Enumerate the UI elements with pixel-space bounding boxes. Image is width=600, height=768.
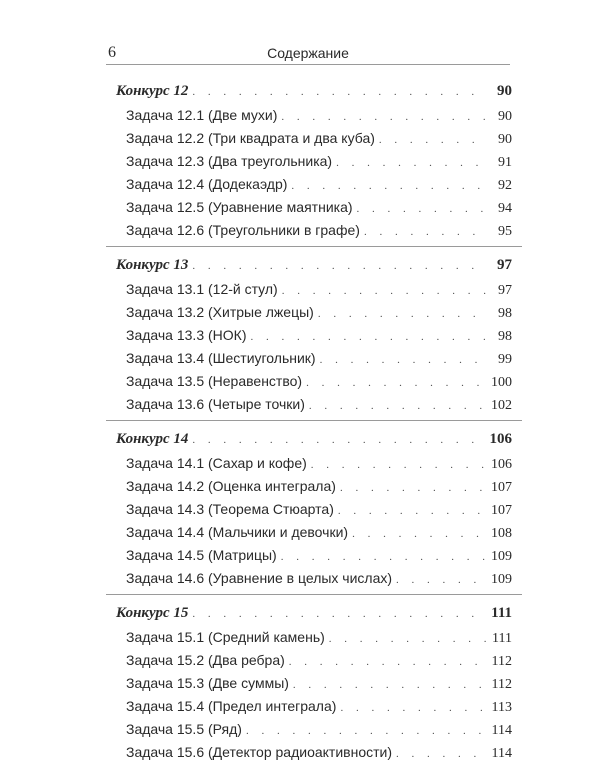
toc-contest-entry-page-number: 111 — [491, 605, 512, 621]
toc-task-entry-title: Задача 12.1 (Две мухи) — [126, 107, 278, 123]
toc-contest-entry-page-number: 97 — [497, 257, 512, 273]
toc-task-entry-title: Задача 14.2 (Оценка интеграла) — [126, 478, 336, 494]
dot-leader — [309, 395, 486, 418]
dot-leader — [250, 326, 486, 349]
toc-task-entry-page-number: 112 — [491, 677, 512, 692]
section-divider — [106, 246, 522, 247]
toc-task-entry-page-number: 97 — [498, 283, 512, 298]
toc-section — [0, 78, 600, 242]
page-number: 6 — [108, 44, 116, 61]
toc-task-entry-page-number: 111 — [492, 631, 512, 646]
toc-contest-entry-title: Конкурс 14 — [116, 431, 189, 447]
toc-contest-entry-page-number: 106 — [489, 431, 512, 447]
toc-task-entry-page-number: 114 — [491, 746, 512, 761]
toc-task-entry-title: Задача 13.3 (НОК) — [126, 327, 247, 343]
dot-leader — [311, 454, 486, 477]
toc-task-entry[interactable] — [126, 475, 512, 498]
dot-leader — [281, 546, 486, 569]
toc-task-entry[interactable] — [126, 498, 512, 521]
toc-task-entry-page-number: 113 — [491, 700, 512, 715]
toc-task-entry-page-number: 107 — [491, 503, 512, 518]
section-divider — [106, 594, 522, 595]
toc-task-entry-title: Задача 12.2 (Три квадрата и два куба) — [126, 130, 375, 146]
toc-contest-entry-title: Конкурс 15 — [116, 605, 189, 621]
toc-task-entry-page-number: 91 — [498, 155, 512, 170]
toc-task-entry[interactable] — [126, 173, 512, 196]
toc-task-entry-title: Задача 15.5 (Ряд) — [126, 721, 242, 737]
toc-section — [0, 426, 600, 590]
toc-task-entry-title: Задача 13.6 (Четыре точки) — [126, 396, 305, 412]
toc-contest-entry[interactable] — [116, 426, 512, 452]
toc-task-entry-title: Задача 12.5 (Уравнение маятника) — [126, 199, 353, 215]
dot-leader — [320, 349, 486, 372]
dot-leader — [291, 175, 486, 198]
toc-task-entry[interactable] — [126, 104, 512, 127]
toc-task-entry[interactable] — [126, 150, 512, 173]
toc-task-entry-page-number: 90 — [498, 132, 512, 147]
toc-task-entry-page-number: 90 — [498, 109, 512, 124]
toc-task-entry[interactable] — [126, 626, 512, 649]
toc-task-entry[interactable] — [126, 741, 512, 764]
toc-task-entry[interactable] — [126, 347, 512, 370]
toc-task-entry[interactable] — [126, 370, 512, 393]
toc-task-entry-title: Задача 13.4 (Шестиугольник) — [126, 350, 316, 366]
toc-section — [0, 600, 600, 764]
toc-section — [0, 252, 600, 416]
toc-task-entry[interactable] — [126, 393, 512, 416]
toc-contest-entry-title: Конкурс 12 — [116, 83, 189, 99]
dot-leader — [340, 477, 486, 500]
toc-task-entry[interactable] — [126, 324, 512, 347]
toc-task-entry-page-number: 94 — [498, 201, 512, 216]
toc-task-entry[interactable] — [126, 567, 512, 590]
toc-contest-entry[interactable] — [116, 78, 512, 104]
toc-task-entry[interactable] — [126, 301, 512, 324]
toc-task-entry-page-number: 95 — [498, 224, 512, 239]
dot-leader — [396, 743, 486, 766]
toc-task-entry[interactable] — [126, 521, 512, 544]
dot-leader — [336, 152, 486, 175]
toc-task-entry[interactable] — [126, 127, 512, 150]
toc-task-entry[interactable] — [126, 219, 512, 242]
toc-task-entry-title: Задача 15.1 (Средний камень) — [126, 629, 325, 645]
dot-leader — [338, 500, 486, 523]
toc-contest-entry-page-number: 90 — [497, 83, 512, 99]
toc-task-entry-title: Задача 14.5 (Матрицы) — [126, 547, 277, 563]
toc-contest-entry[interactable] — [116, 252, 512, 278]
table-of-contents — [0, 78, 600, 768]
toc-task-entry-page-number: 108 — [491, 526, 512, 541]
dot-leader — [364, 221, 486, 244]
dot-leader — [396, 569, 486, 592]
dot-leader — [340, 697, 486, 720]
toc-task-entry[interactable] — [126, 452, 512, 475]
toc-task-entry-title: Задача 13.2 (Хитрые лжецы) — [126, 304, 314, 320]
toc-task-entry-page-number: 112 — [491, 654, 512, 669]
dot-leader — [289, 651, 486, 674]
toc-task-entry-title: Задача 14.6 (Уравнение в целых числах) — [126, 570, 393, 586]
toc-task-entry-title: Задача 13.1 (12-й стул) — [126, 281, 278, 297]
dot-leader — [192, 601, 486, 627]
toc-task-entry-page-number: 114 — [491, 723, 512, 738]
toc-task-entry-page-number: 98 — [498, 306, 512, 321]
toc-task-entry[interactable] — [126, 278, 512, 301]
toc-task-entry-page-number: 92 — [498, 178, 512, 193]
toc-task-entry-title: Задача 12.6 (Треугольники в графе) — [126, 222, 360, 238]
page-header — [106, 42, 510, 65]
toc-task-entry-page-number: 109 — [491, 549, 512, 564]
dot-leader — [192, 79, 486, 105]
toc-task-entry-page-number: 109 — [491, 572, 512, 587]
toc-task-entry[interactable] — [126, 196, 512, 219]
toc-task-entry-title: Задача 15.4 (Предел интеграла) — [126, 698, 337, 714]
toc-task-entry[interactable] — [126, 718, 512, 741]
toc-task-entry-title: Задача 13.5 (Неравенство) — [126, 373, 303, 389]
toc-task-entry-page-number: 107 — [491, 480, 512, 495]
toc-task-entry-title: Задача 14.1 (Сахар и кофе) — [126, 455, 307, 471]
dot-leader — [379, 129, 486, 152]
toc-task-entry[interactable] — [126, 695, 512, 718]
toc-task-entry[interactable] — [126, 544, 512, 567]
dot-leader — [306, 372, 486, 395]
toc-contest-entry[interactable] — [116, 600, 512, 626]
section-divider — [106, 420, 522, 421]
dot-leader — [352, 523, 486, 546]
toc-task-entry-title: Задача 12.3 (Два треугольника) — [126, 153, 333, 169]
toc-task-entry-title: Задача 12.4 (Додекаэдр) — [126, 176, 288, 192]
dot-leader — [329, 628, 486, 651]
toc-contest-entry-title: Конкурс 13 — [116, 257, 189, 273]
toc-task-entry-title: Задача 15.3 (Две суммы) — [126, 675, 289, 691]
dot-leader — [281, 106, 486, 129]
dot-leader — [293, 674, 486, 697]
dot-leader — [246, 720, 486, 743]
toc-task-entry-title: Задача 15.6 (Детектор радиоактивности) — [126, 744, 392, 760]
toc-task-entry-title: Задача 14.4 (Мальчики и девочки) — [126, 524, 349, 540]
toc-task-entry[interactable] — [126, 672, 512, 695]
toc-task-entry[interactable] — [126, 649, 512, 672]
toc-task-entry-page-number: 102 — [491, 398, 512, 413]
toc-task-entry-title: Задача 14.3 (Теорема Стюарта) — [126, 501, 334, 517]
toc-task-entry-page-number: 99 — [498, 352, 512, 367]
running-title: Содержание — [267, 45, 349, 61]
toc-task-entry-page-number: 98 — [498, 329, 512, 344]
dot-leader — [318, 303, 486, 326]
dot-leader — [282, 280, 486, 303]
dot-leader — [192, 427, 485, 453]
toc-task-entry-title: Задача 15.2 (Два ребра) — [126, 652, 285, 668]
dot-leader — [357, 198, 486, 221]
toc-task-entry-page-number: 106 — [491, 457, 512, 472]
toc-task-entry-page-number: 100 — [491, 375, 512, 390]
dot-leader — [192, 253, 486, 279]
